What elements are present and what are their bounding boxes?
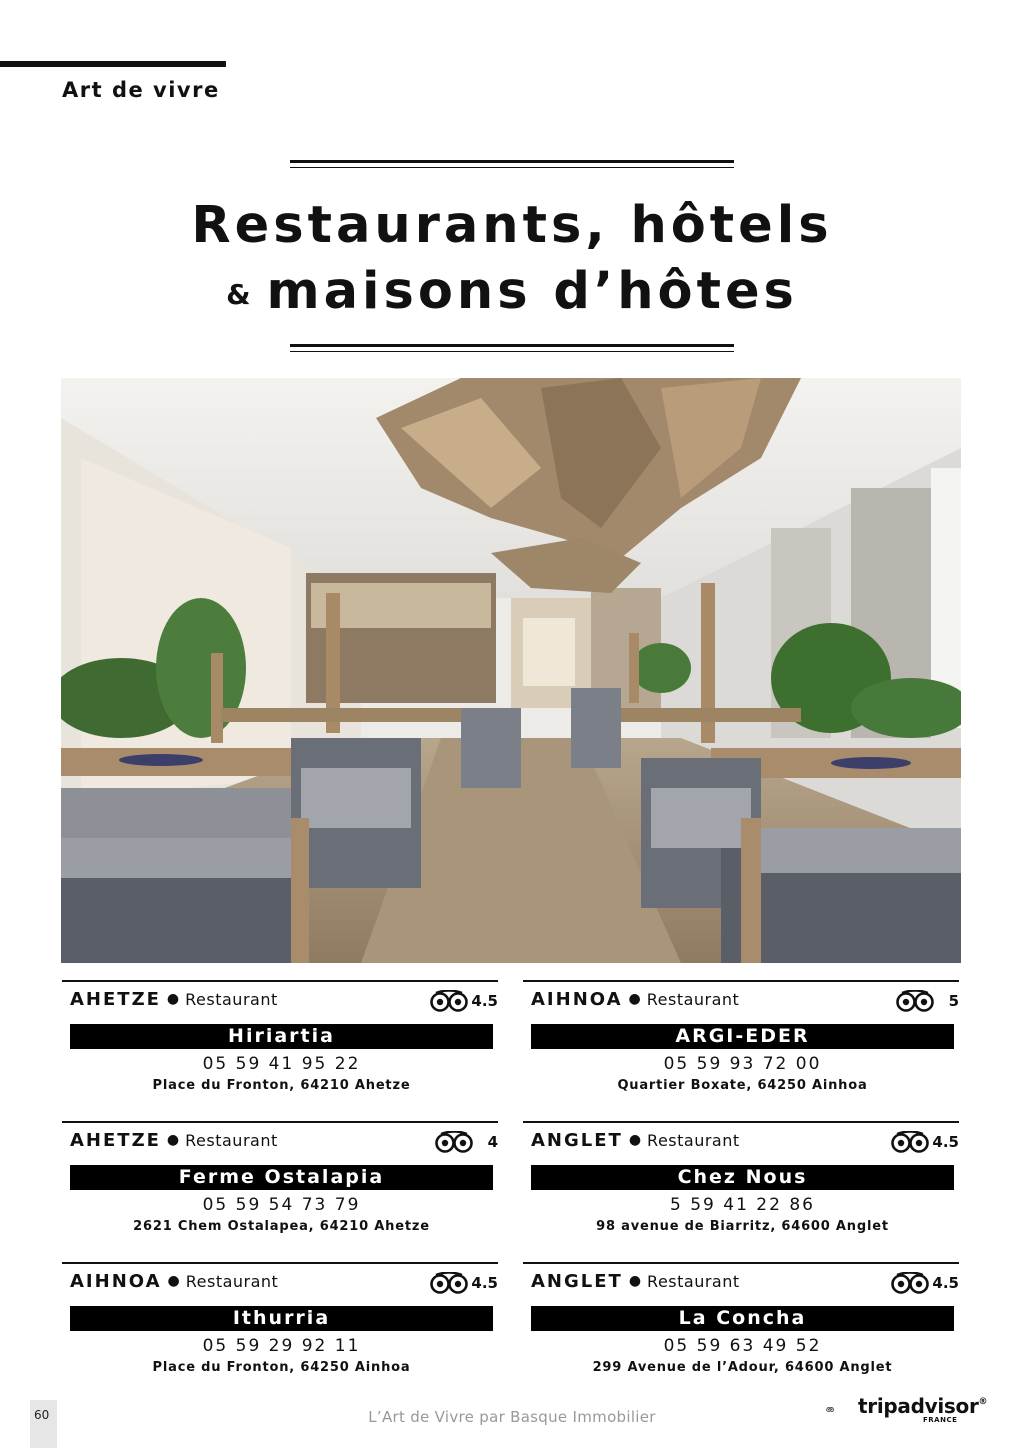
listing-town: ANGLET (531, 1130, 623, 1151)
separator-dot: ● (166, 1132, 180, 1148)
tripadvisor-owl-icon (430, 1272, 468, 1294)
listing-type: Restaurant (185, 1131, 278, 1150)
listing-address: 2621 Chem Ostalapea, 64210 Ahetze (133, 1219, 430, 1234)
listing-rating (891, 1130, 959, 1154)
listing-address: Place du Fronton, 64210 Ahetze (152, 1078, 411, 1093)
listing-type: Restaurant (647, 1272, 740, 1291)
listing-name: Ferme Ostalapia (70, 1165, 493, 1190)
title-ampersand: & (226, 278, 255, 311)
tripadvisor-owl-icon (896, 990, 934, 1012)
tripadvisor-owl-icon (891, 1131, 929, 1153)
separator-dot: ● (167, 1273, 180, 1289)
listing-address: Place du Fronton, 64250 Ainhoa (152, 1360, 411, 1375)
listing-phone: 05 59 63 49 52 (663, 1336, 822, 1356)
rating-score: 4.5 (471, 992, 498, 1010)
brand-name: tripadvisor (858, 1394, 979, 1418)
rating-score: 4.5 (932, 1133, 959, 1151)
listing-town: AHETZE (70, 1130, 161, 1151)
listing-phone: 05 59 93 72 00 (663, 1054, 822, 1074)
registered-mark: ® (978, 1397, 988, 1407)
listing-type: Restaurant (185, 990, 278, 1009)
listing-header (531, 1271, 959, 1297)
listing-rating (891, 1271, 959, 1295)
tripadvisor-owl-icon (891, 1272, 929, 1294)
tripadvisor-wordmark (858, 1394, 987, 1418)
title-rule-top (290, 160, 734, 168)
listing-rating (430, 1271, 498, 1295)
section-label: Art de vivre (62, 78, 220, 102)
page-title-line2 (0, 262, 1024, 321)
listing-phone: 05 59 29 92 11 (202, 1336, 361, 1356)
listing-header (70, 1271, 498, 1297)
listing-type: Restaurant (646, 990, 740, 1009)
listing-name: La Concha (531, 1306, 954, 1331)
listing-address: 299 Avenue de l’Adour, 64600 Anglet (592, 1360, 893, 1375)
tripadvisor-logo-icon (826, 1395, 860, 1425)
listing-name: Ithurria (70, 1306, 493, 1331)
listing-card (62, 1121, 498, 1243)
separator-dot: ● (628, 1132, 642, 1148)
tripadvisor-owl-icon (430, 990, 468, 1012)
listing-address: Quartier Boxate, 64250 Ainhoa (617, 1078, 868, 1093)
listing-card (62, 980, 498, 1102)
listing-type: Restaurant (185, 1272, 279, 1291)
rating-score: 4 (487, 1133, 498, 1151)
rating-score: 5 (948, 992, 959, 1010)
listing-town: AHETZE (70, 989, 161, 1010)
listing-card (62, 1262, 498, 1384)
separator-dot: ● (628, 991, 641, 1007)
page-title-line1: Restaurants, hôtels (191, 196, 833, 255)
listing-name: Chez Nous (531, 1165, 954, 1190)
listing-header (531, 989, 959, 1015)
restaurant-interior-photo (61, 378, 961, 963)
listing-phone: 5 59 41 22 86 (670, 1195, 815, 1215)
title-rule-bottom (290, 344, 734, 352)
top-rule (0, 61, 226, 67)
rating-score: 4.5 (471, 1274, 498, 1292)
listing-rating (435, 1130, 498, 1154)
page-number: 60 (34, 1408, 50, 1422)
page-title-line2-text: maisons d’hôtes (266, 262, 798, 321)
listing-card (523, 1262, 959, 1384)
separator-dot: ● (166, 991, 180, 1007)
listing-name: Hiriartia (70, 1024, 493, 1049)
listing-rating (430, 989, 498, 1013)
listing-town: AIHNOA (70, 1271, 162, 1292)
footer-text: L’Art de Vivre par Basque Immobilier (368, 1408, 656, 1426)
brand-region: FRANCE (923, 1416, 958, 1424)
separator-dot: ● (628, 1273, 642, 1289)
listing-name: ARGI-EDER (531, 1024, 954, 1049)
listing-phone: 05 59 41 95 22 (202, 1054, 361, 1074)
tripadvisor-owl-icon (435, 1131, 473, 1153)
listing-phone: 05 59 54 73 79 (202, 1195, 361, 1215)
listing-town: AIHNOA (531, 989, 623, 1010)
rating-score: 4.5 (932, 1274, 959, 1292)
listing-header (70, 989, 498, 1015)
listing-header (70, 1130, 498, 1156)
listing-header (531, 1130, 959, 1156)
listing-card (523, 980, 959, 1102)
listing-town: ANGLET (531, 1271, 623, 1292)
listing-card (523, 1121, 959, 1243)
listing-type: Restaurant (647, 1131, 740, 1150)
listing-rating (896, 989, 959, 1013)
listing-address: 98 avenue de Biarritz, 64600 Anglet (596, 1219, 889, 1234)
